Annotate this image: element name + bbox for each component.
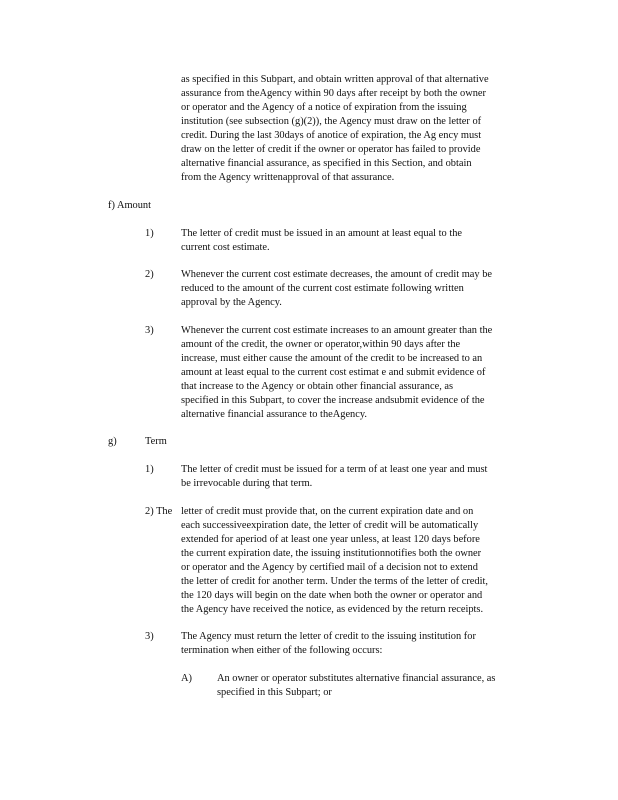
text-line: current cost estimate. — [181, 242, 270, 253]
text-line: An owner or operator substitutes alternative financial assurance, as — [217, 673, 496, 684]
text-line: be irrevocable during that term. — [181, 478, 313, 489]
text-line: credit. During the last 30days of anotice of expiration, the Ag ency must — [181, 130, 482, 141]
intro-paragraph — [181, 73, 533, 185]
text-line: The letter of credit must be issued in an amount at least equal to the — [181, 228, 463, 239]
item-number: 2) The — [145, 506, 173, 517]
item-number: 2) — [145, 269, 154, 280]
text-line: or operator and the Agency of a notice of expiration from the issuing — [181, 102, 467, 113]
text-line: approval by the Agency. — [181, 297, 282, 308]
text-line: The Agency must return the letter of credit to the issuing institution for — [181, 631, 476, 642]
text-line: Whenever the current cost estimate decreases, the amount of credit may be — [181, 269, 493, 280]
text-line: the current expiration date, the issuing institutionnotifies both the owner — [181, 548, 482, 559]
text-line: amount of the credit, the owner or operator,within 90 days after the — [181, 339, 461, 350]
term-item-1 — [181, 463, 533, 491]
text-line: institution (see subsection (g)(2)), the Agency must draw on the letter of — [181, 116, 482, 127]
section-g-heading: Term — [145, 436, 167, 447]
text-line: alternative financial assurance, as specified in this Section, and obtain — [181, 158, 472, 169]
term-item-2 — [181, 505, 537, 617]
item-number: 1) — [145, 464, 154, 475]
amount-item-2 — [181, 268, 541, 310]
text-line: specified in this Subpart, to cover the increase andsubmit evidence of the — [181, 395, 485, 406]
amount-item-1 — [181, 227, 533, 255]
text-line: The letter of credit must be issued for a term of at least one year and must — [181, 464, 488, 475]
text-line: reduced to the amount of the current cost estimate following written — [181, 283, 464, 294]
term-item-3 — [181, 630, 533, 658]
text-line: the 120 days will begin on the date when both the owner or operator and — [181, 590, 483, 601]
text-line: from the Agency writtenapproval of that assurance. — [181, 172, 395, 183]
text-line: the Agency have received the notice, as evidenced by the return receipts. — [181, 604, 484, 615]
text-line: letter of credit must provide that, on the current expiration date and on — [181, 506, 474, 517]
section-f-heading: f) Amount — [108, 200, 152, 211]
item-number: 3) — [145, 325, 154, 336]
text-line: that increase to the Agency or obtain other financial assurance, as — [181, 381, 454, 392]
text-line: the letter of credit for another term. Under the terms of the letter of credit, — [181, 576, 488, 587]
text-line: termination when either of the following occurs: — [181, 645, 383, 656]
subitem-letter: A) — [181, 673, 192, 684]
item-number: 1) — [145, 228, 154, 239]
text-line: or operator and the Agency by certified mail of a decision not to extend — [181, 562, 478, 573]
text-line: each successiveexpiration date, the letter of credit will be automatically — [181, 520, 479, 531]
text-line: assurance from theAgency within 90 days after receipt by both the owner — [181, 88, 486, 99]
section-g-letter: g) — [108, 436, 117, 447]
term-subitem-a — [217, 672, 541, 700]
text-line: increase, must either cause the amount of the credit to be increased to an — [181, 353, 483, 364]
text-line: as specified in this Subpart, and obtain written approval of that alternative — [181, 74, 489, 85]
amount-item-3 — [181, 324, 541, 422]
text-line: extended for aperiod of at least one year unless, at least 120 days before — [181, 534, 480, 545]
text-line: Whenever the current cost estimate increases to an amount greater than the — [181, 325, 493, 336]
text-line: amount at least equal to the current cost estimat e and submit evidence of — [181, 367, 486, 378]
text-line: alternative financial assurance to theAgency. — [181, 409, 367, 420]
item-number: 3) — [145, 631, 154, 642]
text-line: draw on the letter of credit if the owner or operator has failed to provide — [181, 144, 481, 155]
text-line: specified in this Subpart; or — [217, 687, 332, 698]
